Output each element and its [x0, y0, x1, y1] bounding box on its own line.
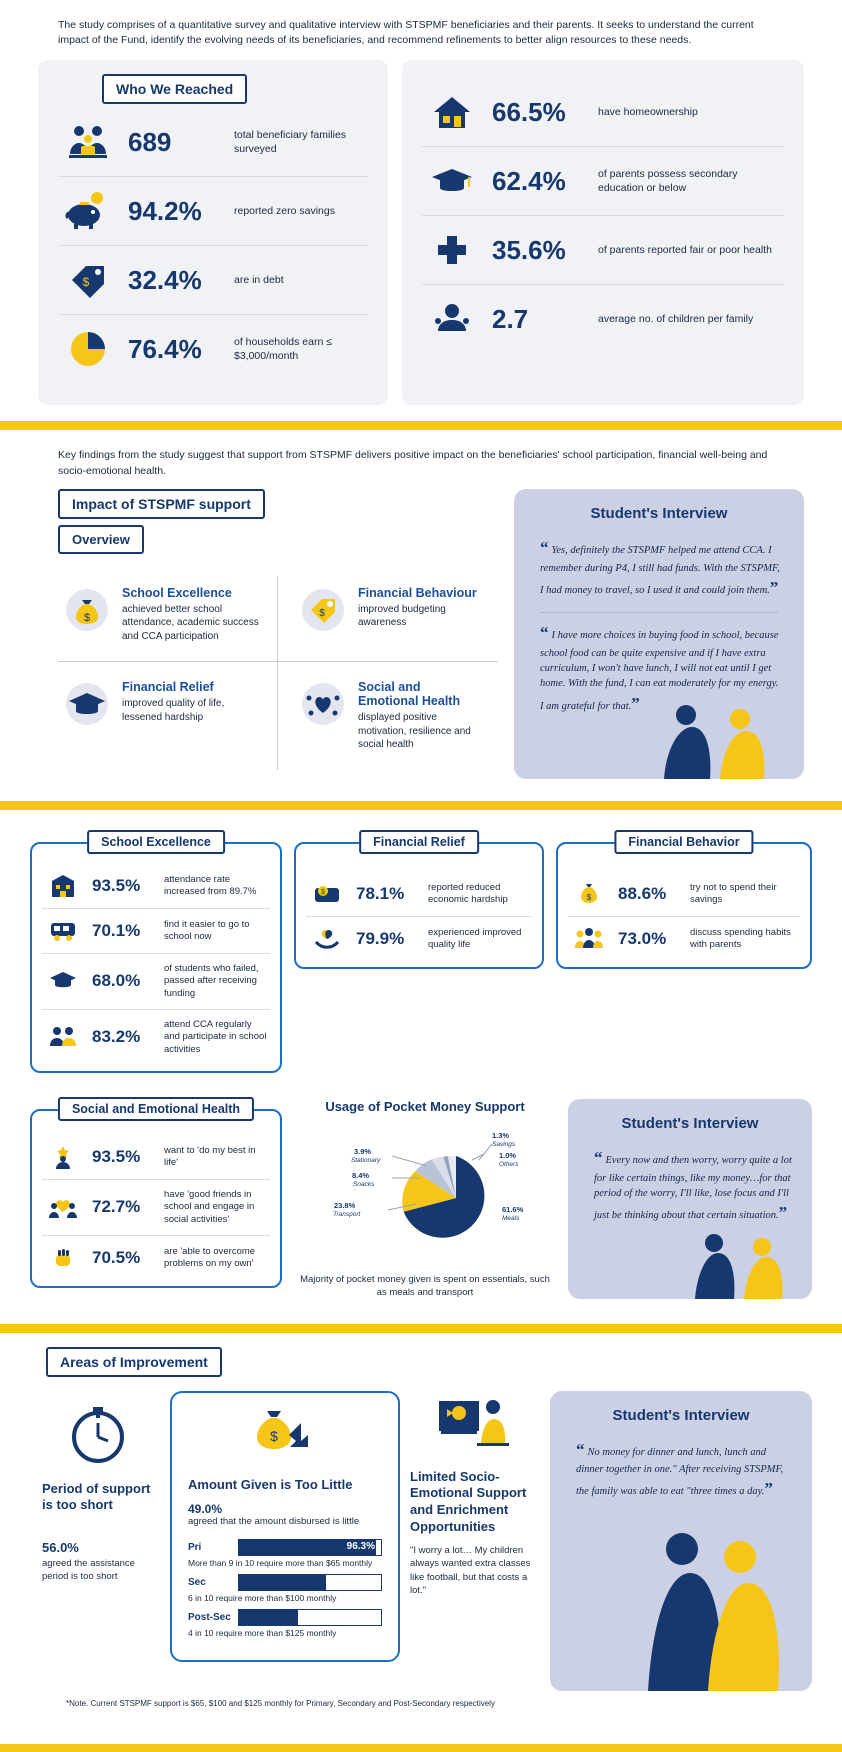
- quote-mark-icon: ”: [764, 1479, 773, 1499]
- stat-label: of households earn ≤ $3,000/month: [234, 336, 332, 363]
- improvement-heading: Period of support is too short: [42, 1480, 151, 1513]
- price-tag-icon: [300, 586, 346, 632]
- group-people-icon: [44, 1024, 82, 1050]
- card-title: Financial Behavior: [614, 830, 753, 854]
- svg-text:$: $: [321, 888, 325, 896]
- impact-text: displayed positive motivation, resilience and social health: [358, 712, 471, 751]
- wallet-icon: [308, 881, 346, 907]
- card-label: reported reduced economic hardship: [428, 881, 508, 905]
- bar-note: 6 in 10 require more than $100 monthly: [188, 1592, 337, 1603]
- impact-quadrants: [58, 576, 498, 770]
- svg-text:$: $: [586, 892, 592, 902]
- pie-svg: [296, 1120, 554, 1270]
- chart-caption: Majority of pocket money given is spent on essentials, such as meals and transport: [300, 1273, 550, 1298]
- quote-mark-icon: “: [576, 1439, 585, 1459]
- card-row: [42, 1236, 270, 1280]
- improvement-amount-box: [170, 1391, 400, 1662]
- card-title: Social and Emotional Health: [58, 1097, 254, 1121]
- quote-mark-icon: ”: [769, 577, 779, 597]
- medical-cross-icon: [426, 230, 478, 270]
- card-row: [568, 917, 800, 961]
- bar-fill: [239, 1575, 326, 1590]
- stat-row: [422, 216, 784, 285]
- card-row: [306, 872, 532, 917]
- card-label: want to 'do my best in life': [164, 1144, 256, 1168]
- card-value: 70.1%: [92, 920, 141, 940]
- card-value: 68.0%: [92, 971, 141, 991]
- card-value: 93.5%: [92, 875, 141, 895]
- card-row: [568, 872, 800, 917]
- svg-text:1.0%: 1.0%: [499, 1150, 517, 1160]
- svg-text:Others: Others: [499, 1160, 519, 1168]
- student-interview-panel-1: [514, 489, 804, 779]
- card-value: 73.0%: [618, 928, 667, 948]
- pocket-money-pie-chart: [294, 1099, 556, 1300]
- stopwatch-icon: [42, 1401, 154, 1467]
- card-label: of students who failed, passed after receiving funding: [164, 962, 259, 999]
- family-group-icon: [570, 926, 608, 952]
- stat-label: reported zero savings: [234, 205, 335, 218]
- left-stats-panel: [38, 60, 388, 405]
- bar-item: [188, 1609, 382, 1638]
- student-interview-panel-3: [550, 1391, 812, 1691]
- stat-label: have homeownership: [598, 106, 698, 119]
- bar-note: More than 9 in 10 require more than $65 monthly: [188, 1557, 373, 1568]
- bar-fill: [239, 1610, 298, 1625]
- impact-subtitle: Overview: [58, 525, 144, 554]
- heart-network-icon: [300, 680, 346, 726]
- card-school-excellence: [30, 834, 282, 1073]
- interview-quote: [568, 1140, 812, 1236]
- impact-section: [0, 430, 842, 784]
- card-value: 78.1%: [356, 883, 405, 903]
- students-illustration: [662, 1229, 812, 1299]
- svg-text:$: $: [83, 611, 91, 624]
- stat-row: [422, 147, 784, 216]
- interview-quote: [550, 1432, 812, 1513]
- family-icon: [62, 122, 114, 162]
- svg-text:Meals: Meals: [502, 1214, 520, 1222]
- svg-text:Savings: Savings: [492, 1140, 516, 1148]
- quote-mark-icon: “: [594, 1147, 603, 1167]
- interview-title: Student's Interview: [612, 1406, 750, 1424]
- card-value: 72.7%: [92, 1197, 141, 1217]
- impact-text: achieved better school attendance, academic success and CCA participation: [122, 603, 259, 642]
- impact-cell: [278, 662, 498, 770]
- students-illustration: [624, 699, 804, 779]
- impact-heading: School Excellence: [122, 585, 232, 600]
- impact-lead: Key findings from the study suggest that support from STSPMF delivers positive impact on the beneficiaries' school participation, financial well-being and socio-emotional health.: [58, 449, 768, 477]
- card-title: School Excellence: [87, 830, 225, 854]
- bar-value: 96.3%: [346, 1540, 375, 1552]
- impact-heading: Financial Relief: [122, 680, 214, 695]
- graduation-cap-icon: [426, 161, 478, 201]
- bar-track: [238, 1609, 382, 1626]
- card-label: are 'able to overcome problems on my own': [164, 1245, 256, 1269]
- card-label: try not to spend their savings: [690, 881, 777, 905]
- improvement-period-column: [30, 1391, 160, 1583]
- card-label: attend CCA regularly and participate in school activities: [164, 1018, 267, 1055]
- stat-label: total beneficiary families surveyed: [234, 129, 347, 156]
- bar-track: [238, 1574, 382, 1591]
- stat-value: 689: [128, 126, 172, 157]
- improvement-socio-emotional-column: [410, 1391, 540, 1598]
- hand-plant-icon: [308, 926, 346, 952]
- interview-title: Student's Interview: [590, 504, 728, 522]
- card-label: attendance rate increased from 89.7%: [164, 873, 257, 897]
- svg-text:Snacks: Snacks: [353, 1180, 375, 1188]
- right-stats-panel: [402, 60, 804, 405]
- debt-tag-icon: [62, 260, 114, 300]
- svg-text:$: $: [82, 275, 90, 290]
- school-building-icon: [44, 873, 82, 899]
- stat-row: [422, 78, 784, 147]
- card-value: 70.5%: [92, 1247, 141, 1267]
- areas-title: Areas of Improvement: [46, 1347, 222, 1377]
- stat-row: [58, 177, 368, 246]
- stat-value: 32.4%: [128, 264, 202, 295]
- card-value: 79.9%: [356, 928, 405, 948]
- svg-text:$: $: [319, 607, 325, 619]
- stat-label: of parents reported fair or poor health: [598, 244, 772, 257]
- interview-title: Student's Interview: [621, 1114, 759, 1132]
- card-value: 88.6%: [618, 883, 667, 903]
- card-row: [42, 954, 270, 1010]
- money-bag-down-icon: [188, 1407, 382, 1467]
- quote-text: No money for dinner and lunch, lunch and dinner together in one." After receiving STSPMF, the family was able to eat "three times a day.: [576, 1446, 784, 1498]
- stat-label: of parents possess secondary education or below: [598, 168, 738, 195]
- svg-text:3.9%: 3.9%: [354, 1146, 372, 1156]
- card-label: discuss spending habits with parents: [690, 926, 791, 950]
- stat-value: 35.6%: [492, 234, 566, 265]
- stat-row: [58, 315, 368, 383]
- stat-label: average no. of children per family: [598, 313, 754, 326]
- stat-value: 2.7: [492, 303, 529, 334]
- card-row: [42, 1180, 270, 1236]
- impact-cell: [278, 576, 498, 663]
- svg-text:1.3%: 1.3%: [492, 1130, 510, 1140]
- quote-text: Every now and then worry, worry quite a lot for like certain things, like my money…for that period of the worry, I'll like, lose focus and I'll just be thinking about that certain situation.: [594, 1154, 792, 1222]
- svg-text:8.4%: 8.4%: [352, 1170, 370, 1180]
- bar-value: 41.7%: [346, 1610, 375, 1622]
- students-illustration: [612, 1511, 812, 1691]
- bar-label: Pri: [188, 1541, 202, 1553]
- quote-mark-icon: ”: [631, 693, 640, 713]
- bar-note: 4 in 10 require more than $125 monthly: [188, 1627, 337, 1638]
- impact-title: Impact of STSPMF support: [58, 489, 265, 519]
- stat-value: 66.5%: [492, 96, 566, 127]
- graduation-cap-icon: [44, 968, 82, 994]
- svg-text:Stationary: Stationary: [351, 1156, 381, 1164]
- improvement-heading: Amount Given is Too Little: [188, 1476, 353, 1492]
- fist-icon: [44, 1245, 82, 1271]
- improvement-text: "I worry a lot… My children always wanted extra classes like football, but that costs a lot.": [410, 1545, 531, 1597]
- impact-text: improved budgeting awareness: [358, 603, 446, 629]
- friends-icon: [44, 1194, 82, 1220]
- card-row: [42, 909, 270, 954]
- divider-band: [0, 801, 842, 810]
- divider-band: [0, 1324, 842, 1333]
- card-row: [42, 864, 270, 909]
- impact-heading: Financial Behaviour: [358, 585, 477, 600]
- stat-row: [422, 285, 784, 353]
- card-row: [42, 1135, 270, 1180]
- star-person-icon: [44, 1144, 82, 1170]
- quote-text: I have more choices in buying food in school, because school food can be quite expensive and if I have extra curriculum, I won't have lunch, I will not eat until I get home. With the fund, I can eat moderately for my energy. I am grateful for that.: [540, 630, 779, 712]
- svg-text:Transport: Transport: [333, 1210, 361, 1218]
- card-label: experienced improved quality life: [428, 926, 522, 950]
- impact-heading: Social and Emotional Health: [358, 680, 461, 709]
- footnote: *Note. Current STSPMF support is $65, $100 and $125 monthly for Primary, Secondary and Post-Secondary respectively: [66, 1698, 495, 1708]
- card-financial-behavior: [556, 834, 812, 969]
- pie-chart-icon: [62, 329, 114, 369]
- bar-value: 61.5%: [346, 1575, 375, 1587]
- stat-value: 62.4%: [492, 165, 566, 196]
- presentation-icon: [410, 1397, 540, 1459]
- who-we-reached-section: [0, 60, 842, 405]
- improvement-percent: 56.0%: [42, 1540, 79, 1556]
- svg-text:23.8%: 23.8%: [334, 1200, 356, 1210]
- findings-section: [0, 810, 842, 1308]
- divider-band: [0, 421, 842, 430]
- card-financial-relief: [294, 834, 544, 969]
- chart-title: Usage of Pocket Money Support: [325, 1098, 525, 1114]
- card-value: 93.5%: [92, 1146, 141, 1166]
- interview-quote: [514, 530, 804, 611]
- student-interview-panel-2: [568, 1099, 812, 1299]
- agree-subtext: agreed that the amount disbursed is little: [188, 1515, 360, 1527]
- impact-cell: [58, 662, 278, 770]
- quote-mark-icon: “: [540, 537, 549, 557]
- quote-mark-icon: “: [540, 623, 549, 643]
- quote-mark-icon: ”: [778, 1203, 788, 1223]
- school-bus-icon: [44, 918, 82, 944]
- areas-of-improvement-section: [0, 1333, 842, 1728]
- who-we-reached-title: Who We Reached: [102, 74, 247, 104]
- quote-divider: [540, 612, 778, 613]
- bar-track: [238, 1539, 382, 1556]
- stat-row: [58, 246, 368, 315]
- agree-percent: 49.0%: [188, 1501, 223, 1516]
- svg-text:$: $: [270, 1427, 278, 1444]
- graduation-cap-icon: [64, 680, 110, 726]
- svg-text:61.6%: 61.6%: [502, 1204, 524, 1214]
- bar-label: Post-Sec: [188, 1611, 231, 1623]
- child-icon: [426, 299, 478, 339]
- stat-row: [58, 108, 368, 177]
- bar-label: Sec: [188, 1576, 206, 1588]
- bar-item: [188, 1539, 382, 1568]
- impact-text: improved quality of life, lessened hardship: [122, 698, 225, 723]
- money-bag-icon: [64, 586, 110, 632]
- money-bag-icon: [570, 881, 608, 907]
- card-label: find it easier to go to school now: [164, 918, 250, 942]
- improvement-subtext: agreed the assistance period is too short: [42, 1558, 135, 1582]
- card-row: [42, 1010, 270, 1065]
- piggy-bank-icon: [62, 191, 114, 231]
- card-social-emotional-health: [30, 1101, 282, 1288]
- stat-value: 94.2%: [128, 195, 202, 226]
- intro-paragraph: The study comprises of a quantitative survey and qualitative interview with STSPMF beneficiaries and their parents. It seeks to understand the current impact of the Fund, identify the evolving needs of its beneficiaries, and recommend refinements to better align resources to these needs.: [58, 19, 754, 47]
- quote-text: Yes, definitely the STSPMF helped me attend CCA. I remember during P4, I still had funds. With the STSPMF, I had money to travel, so I used it and could join them.: [540, 544, 780, 596]
- divider-band-bottom: [0, 1744, 842, 1752]
- card-value: 83.2%: [92, 1027, 141, 1047]
- improvement-heading: Limited Socio-Emotional Support and Enrichment Opportunities: [410, 1468, 527, 1535]
- card-title: Financial Relief: [359, 830, 479, 854]
- house-icon: [426, 92, 478, 132]
- stat-label: are in debt: [234, 274, 284, 287]
- card-label: have 'good friends in school and engage in social activities': [164, 1188, 255, 1225]
- bar-item: [188, 1574, 382, 1603]
- impact-cell: [58, 576, 278, 663]
- stat-value: 76.4%: [128, 333, 202, 364]
- card-row: [306, 917, 532, 961]
